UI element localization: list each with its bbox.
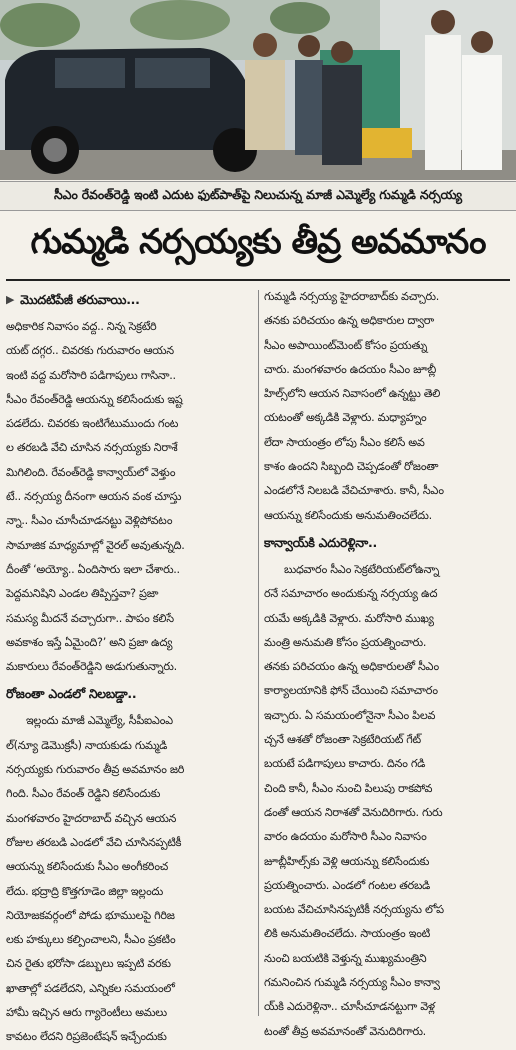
text-line: ప్రయత్నించారు. ఎండలో గంటల తరబడి: [264, 878, 431, 892]
text-line: రోజుల తరబడి ఎండలో వేచి చూసినప్పటికీ: [6, 835, 182, 849]
text-line: య్‌కి ఎదురెళ్లినా.. చూసీచూడనట్టుగా వెళ్ల: [264, 1000, 435, 1014]
text-line: వారం ఉదయం మరోసారి సీఎం నివాసం: [264, 830, 427, 844]
text-line: గమనించిన గుమ్మడి నర్సయ్య సీఎం కాన్వా: [264, 976, 440, 990]
text-line: కాశం ఉందని సిబ్బంది చెప్పడంతో రోజంతా: [264, 460, 439, 474]
headline-rule: [6, 279, 510, 281]
photo-caption: సీఎం రేవంత్‌రెడ్డి ఇంటి ఎదుట ఫుట్‌పాత్‌పై నిలుచున్న మాజీ ఎమ్మెల్యే గుమ్మడి నర్సయ్య: [0, 181, 516, 211]
text-line: తనకు పరిచయం ఉన్న అధికారుల ద్వారా: [264, 314, 434, 328]
text-line: మకారులు రేవంత్‌రెడ్డిని అడుగుతున్నారు.: [6, 660, 177, 674]
text-line: టే.. నర్సయ్య దీనంగా ఆయన వంక చూస్తు: [6, 490, 182, 504]
right-para-2: [264, 558, 510, 1044]
text-line: చారు. మంగళవారం ఉదయం సీఎం జూబ్లీ: [264, 362, 436, 376]
subheading-left: రోజంతా ఎండలో నిలబడ్డా..: [6, 686, 137, 702]
text-line: ల తరబడి వేచి చూసిన నర్సయ్యకు నిరాశే: [6, 441, 178, 455]
text-line: ఇచ్చారు. ఏ సమయంలోనైనా సీఎం పిలవ: [264, 708, 436, 722]
text-line: బుధవారం సీఎం సెక్రటేరియట్‌లోఉన్నా: [284, 562, 440, 576]
text-line: బయటే పడిగాపులు కాచారు. దినం గడి: [264, 757, 426, 771]
text-line: మంత్రి అనుమతి కోసం ప్రయత్నించారు.: [264, 635, 427, 649]
text-line: పడలేదు. చివరకు ఇంటిగేటుముందు గంట: [6, 417, 179, 431]
text-line: నర్సయ్యకు గురువారం తీవ్ర అవమానం జరి: [6, 763, 185, 777]
text-line: లేదు. భద్రాద్రి కొత్తగూడెం జిల్లా ఇల్లందు: [6, 884, 163, 898]
text-line: గింది. సీఎం రేవంత్ రెడ్డిని కలిసేందుకు: [6, 787, 161, 801]
text-line: మిగిలింది. రేవంత్‌రెడ్డి కాన్వాయ్‌లో వెళ్తుం: [6, 465, 176, 479]
news-photo-illustration: [0, 0, 516, 180]
text-line: సీఎం అపాయింట్‌మెంట్ కోసం ప్రయత్ను: [264, 338, 428, 352]
text-line: హిల్స్‌లోని ఆయన నివాసంలో ఉన్నట్టు తెలి: [264, 387, 441, 401]
text-line: ఇంటి వద్ద మరోసారి పడిగాపులు గాసినా..: [6, 368, 176, 382]
text-line: ఇల్లందు మాజీ ఎమ్మెల్యే, సీపీఐఎంఎ: [26, 714, 173, 728]
text-line: పెద్దమనిషిని ఎండల తిప్పిస్తవా? ప్రజా: [6, 587, 159, 601]
text-line: సమస్య మీదనే వచ్చారుగా.. పాపం కలిసే: [6, 611, 174, 625]
text-line: నియోజకవర్గంలో పోడు భూములపై గిరిజ: [6, 908, 175, 922]
text-line: సీఎం రేవంత్‌రెడ్డి ఆయన్ను కలిసేందుకు ఇష్ట: [6, 392, 183, 406]
text-line: చింది కానీ, సీఎం నుంచి పిలుపు రాకపోవ: [264, 781, 433, 795]
text-line: గుమ్మడి నర్సయ్య హైదరాబాద్‌కు వచ్చారు.: [264, 290, 439, 303]
text-line: లేదా సాయంత్రం లోపు సీఎం కలిసే అవ: [264, 435, 425, 449]
text-line: యట్ దగ్గర.. చివరకు గురువారం ఆయన: [6, 344, 174, 358]
text-line: చిన రైతు భరోసా డబ్బులు ఇప్పటి వరకు: [6, 957, 171, 971]
text-line: జూబ్లీహిల్స్‌కు వెళ్లి ఆయన్ను కలిసేందుకు: [264, 854, 430, 868]
text-line: ఎండలోనే నిలబడి వేచిచూశారు. కానీ, సీఎం: [264, 484, 444, 498]
text-line: లికి అనుమతించలేదు. సాయంత్రం ఇంటి: [264, 927, 430, 941]
text-line: ఆయన్ను కలిసేందుకు అనుమతించలేదు.: [264, 508, 432, 522]
text-line: లకు హక్కులు కల్పించాలని, సీఎం ప్రకటిం: [6, 933, 176, 947]
triangle-bullet-icon: ▶: [6, 292, 15, 306]
text-line: టంతో తీవ్ర అవమానంతో వెనుదిరిగారు.: [264, 1024, 426, 1038]
text-line: యమే అక్కడికి వెళ్లారు. మరోసారి ముఖ్య: [264, 611, 434, 625]
column-divider: [258, 290, 259, 1016]
text-line: తనకు పరిచయం ఉన్న అధికారులతో సీఎం: [264, 660, 439, 674]
news-photo: [0, 0, 516, 180]
text-line: ల్(న్యూ డెమొక్రసీ) నాయకుడు గుమ్మడి: [6, 738, 168, 752]
text-line: డంతో ఆయన నిరాశతో వెనుదిరిగారు. గురు: [264, 805, 443, 819]
text-line: నుంచి బయటికి వెళ్తున్న ముఖ్యమంత్రిని: [264, 951, 427, 965]
left-para-1: [6, 315, 254, 679]
text-line: అవకాశం ఇస్తే ఏమైంది?’ అని ప్రజా ఉద్య: [6, 635, 173, 649]
article-column-left: [6, 285, 254, 1044]
right-para-1: [264, 285, 510, 528]
headline: గుమ్మడి నర్సయ్యకు తీవ్ర అవమానం: [30, 222, 486, 262]
continuation-heading: [6, 285, 254, 315]
continuation-heading-text: మొదటిపేజీ తరువాయి...: [20, 291, 140, 307]
text-line: కావటం లేదని రిప్రజెంటేషన్ ఇచ్చేందుకు: [6, 1030, 167, 1044]
text-line: ఖాతాల్లో పడలేదని, ఎన్నికల సమయంలో: [6, 981, 175, 995]
text-line: బయట వేచిచూసినప్పటికీ నర్సయ్యను లోప: [264, 903, 444, 917]
text-line: రనే సమాచారం అందుకున్న నర్సయ్య ఉద: [264, 587, 438, 601]
subheading-right: కాన్వాయ్‌కి ఎదురెళ్లినా..: [264, 534, 377, 550]
text-line: కార్యాలయానికి ఫోన్ చేయించి సమాచారం: [264, 684, 438, 698]
article-column-right: [264, 285, 510, 1038]
text-line: దీంతో ‘అయ్యో.. ఏందిసారు ఇలా చేశారు..: [6, 562, 180, 576]
text-line: యటంతో అక్కడికి వెళ్లారు. మధ్యాహ్నం: [264, 411, 427, 425]
text-line: హామీ ఇచ్చిన ఆరు గ్యారెంటీలు అమలు: [6, 1006, 167, 1020]
text-line: అధికారిక నివాసం వద్ద.. నిన్న సెక్రటేరి: [6, 320, 157, 333]
text-line: మంగళవారం హైదరాబాద్ వచ్చిన ఆయన: [6, 811, 177, 825]
text-line: ఆయన్ను కలిసేందుకు సీఎం అంగీకరించ: [6, 860, 169, 874]
text-line: సామాజిక మాధ్యమాల్లో వైరల్ అవుతున్నది.: [6, 538, 185, 552]
text-line: చ్చనే ఆశతో రోజంతా సెక్రటేరియట్ గేట్: [264, 733, 421, 747]
left-para-2: [6, 709, 254, 1049]
text-line: న్నా.. సీఎం చూసీచూడనట్టు వెళ్లిపోవటం: [6, 514, 173, 528]
